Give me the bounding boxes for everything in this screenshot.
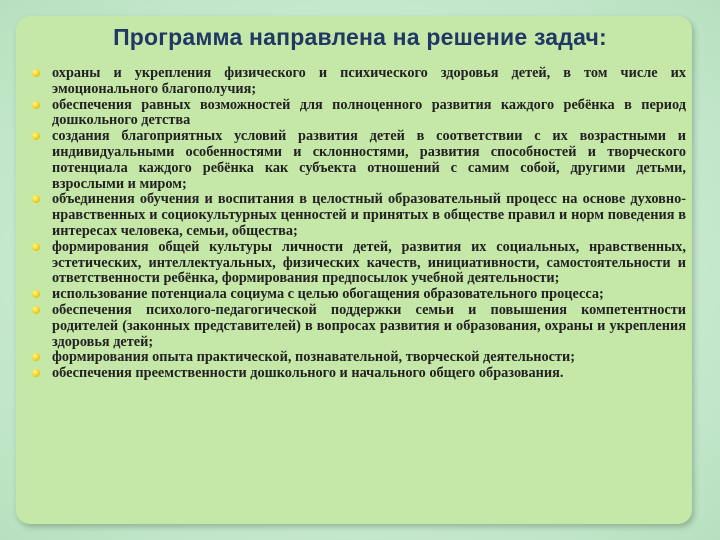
- list-item-text: объединения обучения и воспитания в целостный образовательный процесс на основе духовно-нравственных и социокультурных ценностей и принятых в обществе правил и норм поведения в интересах человека, семьи, общества;: [52, 191, 686, 239]
- list-item-text: использование потенциала социума с целью обогащения образовательного процесса;: [52, 286, 604, 303]
- list-item-text: обеспечения равных возможностей для полноценного развития каждого ребёнка в период дошкольного детства: [52, 96, 686, 129]
- bullet-icon: [32, 195, 40, 203]
- list-item: [30, 98, 686, 130]
- list-item: [30, 129, 686, 192]
- bullet-icon: [32, 353, 40, 361]
- bullet-icon: [32, 306, 40, 314]
- list-item-text: создания благоприятных условий развития детей в соответствии с их возрастными и индивидуальными особенностями и склонностями, развития способностей и творческого потенциала каждого ребёнка как субъекта отношений с самим собой, другими детьми, взрослыми и миром;: [52, 128, 686, 192]
- list-item-text: формирования общей культуры личности детей, развития их социальных, нравственных, эстетических, интеллектуальных, физических качеств, инициативности, самостоятельности и ответственности ребёнка, формирования предпосылок учебной деятельности;: [52, 238, 686, 287]
- list-item-text: обеспечения психолого-педагогической поддержки семьи и повышения компетентности родителей (законных представителей) в вопросах развития и образования, охраны и укрепления здоровья детей;: [52, 301, 686, 350]
- list-item: [30, 287, 686, 303]
- list-item: [30, 192, 686, 239]
- bullet-icon: [32, 132, 40, 140]
- list-item-text: обеспечения преемственности дошкольного и начального общего образования.: [52, 365, 564, 382]
- list-item: [30, 350, 686, 366]
- slide-title: Программа направлена на решение задач:: [113, 24, 607, 50]
- list-item: [30, 303, 686, 350]
- bullet-icon: [32, 101, 40, 109]
- bullet-icon: [32, 69, 40, 77]
- task-list: [30, 66, 686, 382]
- list-item-text: охраны и укрепления физического и психического здоровья детей, в том числе их эмоционального благополучия;: [52, 65, 686, 97]
- bullet-icon: [32, 369, 40, 377]
- list-item: [30, 240, 686, 287]
- list-item-text: формирования опыта практической, познавательной, творческой деятельности;: [52, 349, 576, 366]
- list-item: [30, 66, 686, 98]
- bullet-icon: [32, 243, 40, 251]
- bullet-icon: [32, 290, 40, 298]
- list-item: [30, 366, 686, 382]
